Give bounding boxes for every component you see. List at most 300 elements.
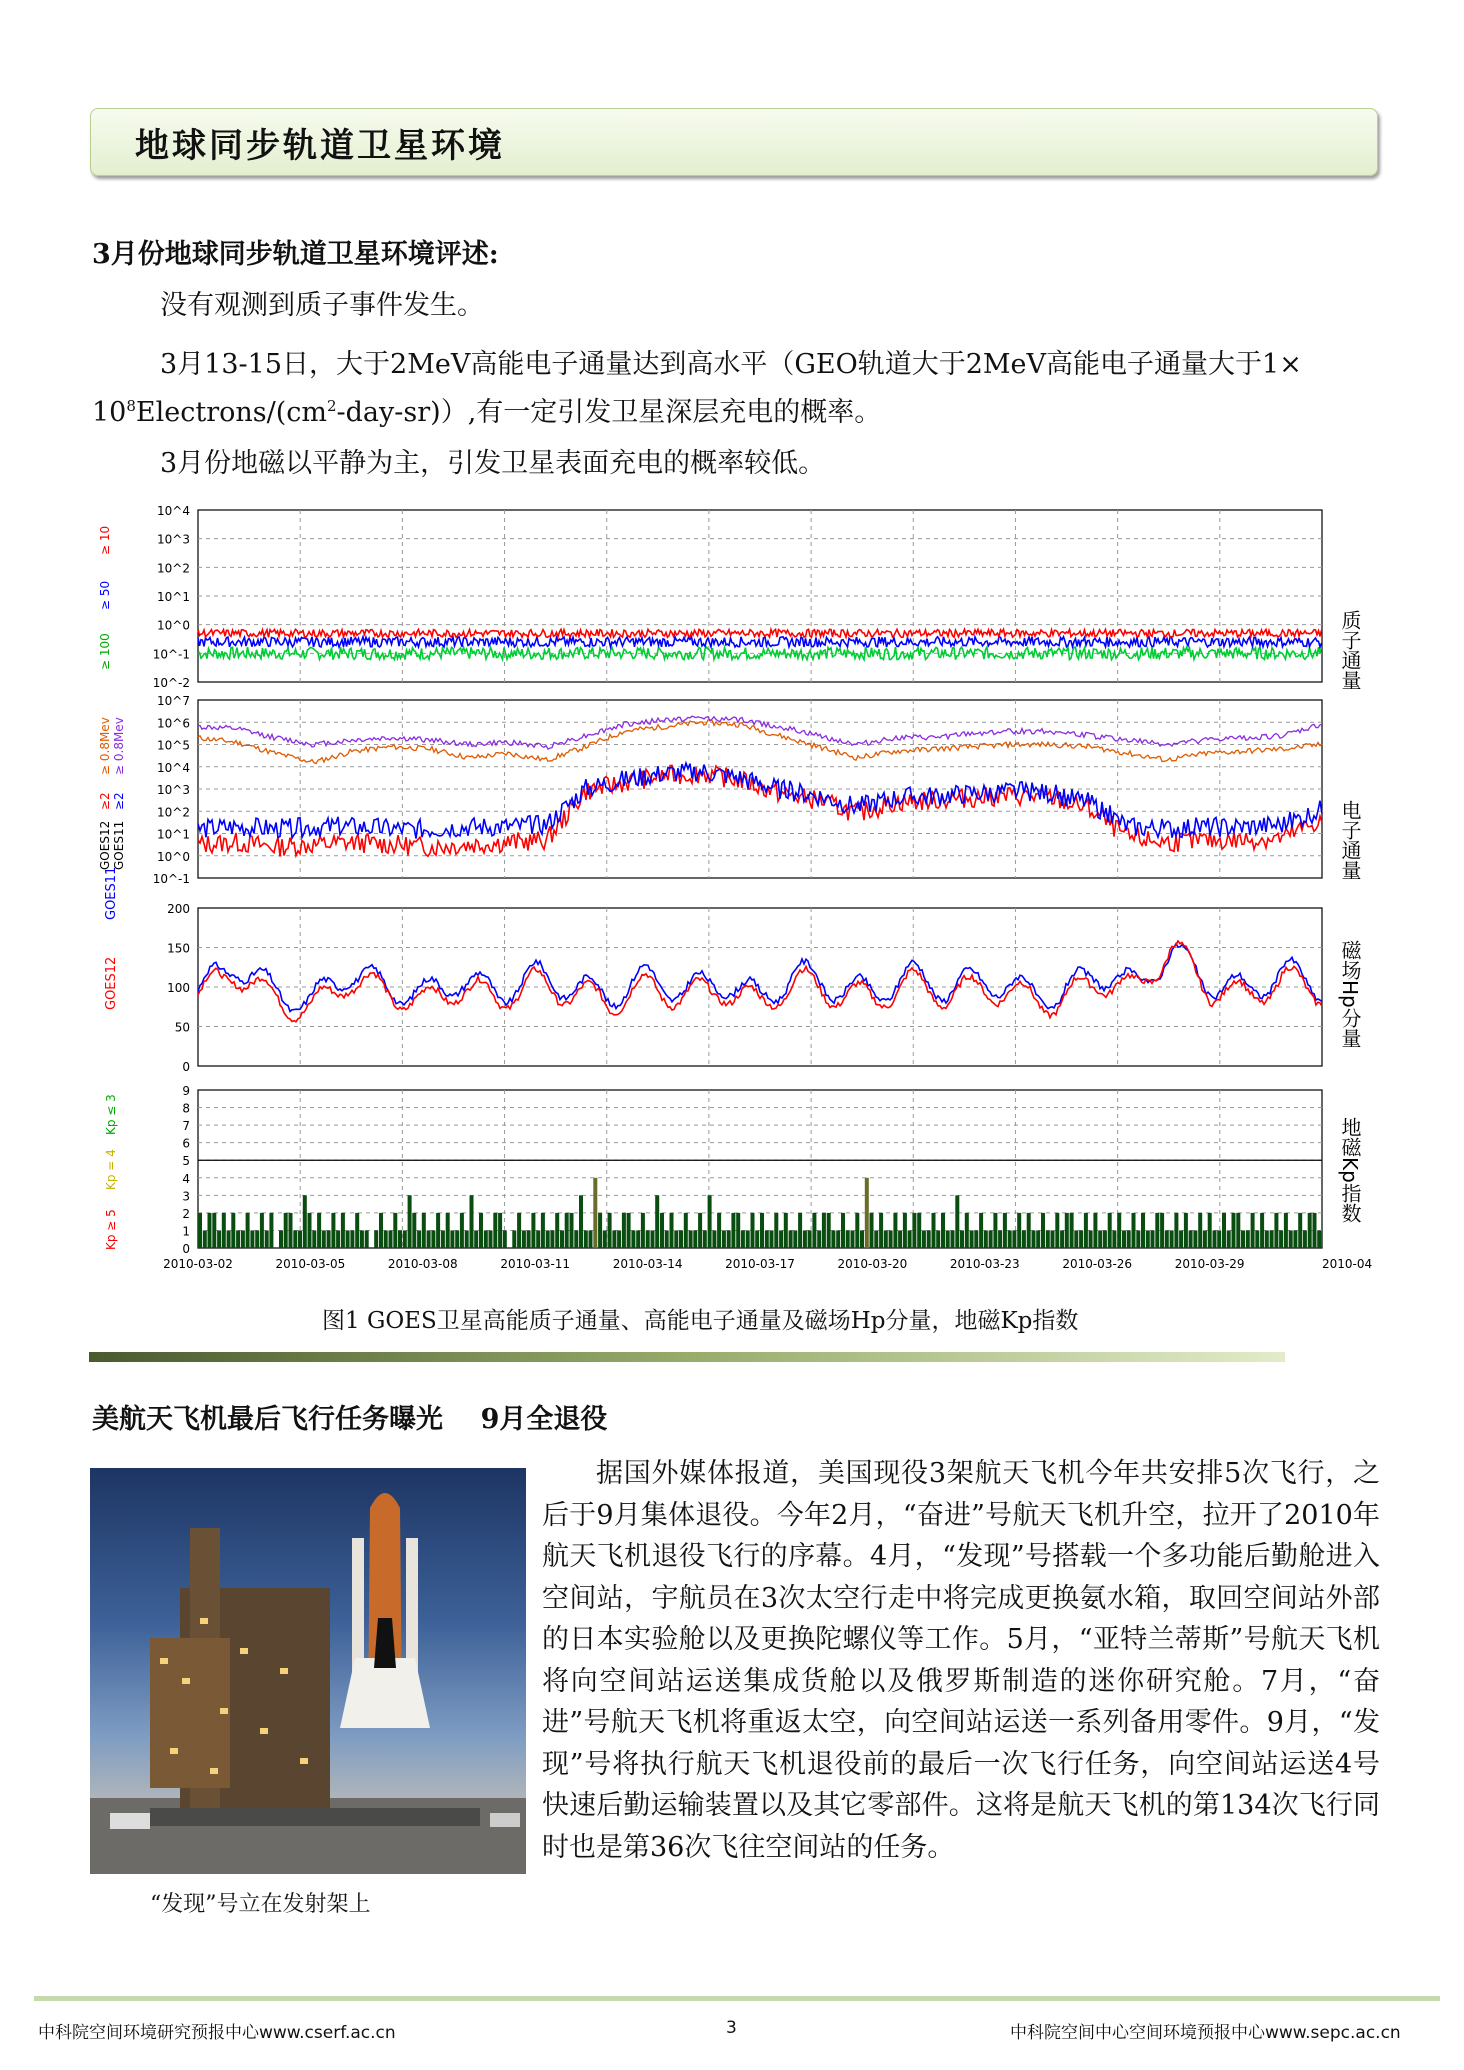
kp-bar	[603, 1230, 607, 1248]
hp-ytick-label: 150	[167, 941, 190, 956]
kp-bar	[293, 1230, 297, 1248]
kp-bar	[641, 1213, 645, 1248]
kp-bar	[774, 1213, 778, 1248]
kp-bar	[1122, 1230, 1126, 1248]
kp-bar	[331, 1213, 335, 1248]
kp-bar	[598, 1213, 602, 1248]
footer-right: 中科院空间中心空间环境预报中心www.sepc.ac.cn	[1010, 2023, 1401, 2043]
kp-bar	[946, 1230, 950, 1248]
kp-bar	[965, 1213, 969, 1248]
electron-ytick-label: 10^6	[157, 716, 190, 731]
kp-bar	[993, 1213, 997, 1248]
kp-bar	[803, 1230, 807, 1248]
kp-bar	[355, 1213, 359, 1248]
kp-bar	[1012, 1230, 1016, 1248]
kp-bar	[1022, 1230, 1026, 1248]
kp-bar	[1303, 1230, 1307, 1248]
hp-ytick-label: 50	[174, 1020, 190, 1035]
kp-bar	[1112, 1230, 1116, 1248]
kp-bar	[898, 1230, 902, 1248]
kp-bar	[503, 1230, 507, 1248]
kp-bar	[765, 1230, 769, 1248]
kp-bar	[536, 1230, 540, 1248]
shuttle-photo	[90, 1468, 526, 1874]
kp-bar	[489, 1230, 493, 1248]
kp-bar	[998, 1230, 1002, 1248]
kp-bar	[389, 1230, 393, 1248]
kp-ytick-label: 7	[182, 1119, 190, 1134]
kp-bar	[1179, 1230, 1183, 1248]
electron-ytick-label: 10^1	[157, 827, 190, 842]
kp-bar	[627, 1213, 631, 1248]
kp-bar	[436, 1213, 440, 1248]
section-divider	[89, 1352, 1285, 1362]
kp-bar	[865, 1178, 869, 1248]
x-tick-label: 2010-03-08	[387, 1257, 458, 1271]
section2-heading: 美航天飞机最后飞行任务曝光 9月全退役	[92, 1404, 608, 1435]
kp-bar	[751, 1213, 755, 1248]
kp-bar	[298, 1230, 302, 1248]
shuttle-launchpad-illustration	[90, 1468, 526, 1874]
kp-bar	[1155, 1213, 1159, 1248]
kp-ytick-label: 6	[182, 1136, 190, 1151]
kp-bar	[679, 1230, 683, 1248]
kp-legend-5: Kp ≥ 5	[104, 1209, 118, 1250]
kp-bar	[870, 1213, 874, 1248]
kp-bar	[1193, 1230, 1197, 1248]
footer-left: 中科院空间环境研究预报中心www.cserf.ac.cn	[38, 2023, 396, 2043]
kp-ytick-label: 5	[182, 1154, 190, 1169]
kp-bar	[203, 1230, 207, 1248]
kp-bar	[217, 1230, 221, 1248]
article-body: 据国外媒体报道，美国现役3架航天飞机今年共安排5次飞行，之后于9月集体退役。今年2月，“奋进”号航天飞机升空，拉开了2010年航天飞机退役飞行的序幕。4月，“发现”号搭载一个多功能后勤舱进入空间站，宇航员在3次太空行走中将完成更换氨水箱，取回空间站外部的日本实验舱以及更换陀螺仪等工作。5月，“亚特兰蒂斯”号航天飞机将向空间站运送集成货舱以及俄罗斯制造的迷你研究舱。7月，“奋进”号航天飞机将重返太空，向空间站运送一系列备用零件。9月，“发现”号将执行航天飞机退役前的最后一次飞行任务，向空间站运送4号快速后勤运输装置以及其它零部件。这将是航天飞机的第134次飞行同时也是第36次飞往空间站的任务。	[542, 1458, 1380, 1863]
kp-bar	[1198, 1213, 1202, 1248]
kp-bar	[250, 1230, 254, 1248]
kp-bar	[708, 1195, 712, 1248]
kp-bar	[417, 1230, 421, 1248]
kp-bar	[717, 1213, 721, 1248]
kp-bar	[317, 1213, 321, 1248]
x-tick-label: 2010-03-02	[163, 1257, 233, 1271]
kp-ytick-label: 2	[182, 1206, 190, 1221]
kp-bar	[222, 1213, 226, 1248]
x-tick-label: 2010-03-23	[949, 1257, 1020, 1271]
kp-bar	[555, 1213, 559, 1248]
kp-bar	[541, 1213, 545, 1248]
kp-bar	[546, 1230, 550, 1248]
kp-bar	[322, 1230, 326, 1248]
electron-sat-goes12: GOES12	[98, 820, 112, 870]
electron-ytick-label: 10^5	[157, 738, 190, 753]
kp-bar	[460, 1213, 464, 1248]
hp-legend-goes12: GOES12	[104, 956, 119, 1010]
electron-ytick-label: 10^7	[157, 694, 190, 708]
kp-ytick-label: 4	[182, 1171, 190, 1186]
kp-bar	[936, 1230, 940, 1248]
kp-bar	[312, 1230, 316, 1248]
kp-bar	[1236, 1213, 1240, 1248]
kp-ytick-label: 8	[182, 1101, 190, 1116]
kp-bar	[960, 1230, 964, 1248]
kp-bar	[722, 1230, 726, 1248]
kp-bar	[879, 1213, 883, 1248]
kp-bar	[746, 1230, 750, 1248]
proton-ytick-label: 10^3	[157, 532, 190, 547]
kp-bar	[265, 1230, 269, 1248]
kp-bar	[817, 1230, 821, 1248]
kp-bar	[403, 1230, 407, 1248]
paragraph-3: 3月份地磁以平静为主，引发卫星表面充电的概率较低。	[160, 448, 826, 479]
kp-bar	[1003, 1213, 1007, 1248]
photo-caption: “发现”号立在发射架上	[150, 1892, 371, 1917]
kp-bar	[517, 1213, 521, 1248]
kp-bar	[1289, 1230, 1293, 1248]
kp-bar	[1141, 1213, 1145, 1248]
kp-bar	[932, 1213, 936, 1248]
electron-legend-2mev-b: ≥2	[112, 792, 126, 810]
kp-panel-label: 地磁Kp指数	[1338, 1117, 1362, 1223]
kp-bar	[289, 1213, 293, 1248]
kp-bar	[1084, 1213, 1088, 1248]
kp-bar	[903, 1213, 907, 1248]
kp-bar	[1132, 1213, 1136, 1248]
kp-bar	[1241, 1230, 1245, 1248]
proton-ytick-label: 10^1	[157, 590, 190, 604]
kp-bar	[674, 1230, 678, 1248]
kp-bar	[1189, 1230, 1193, 1248]
kp-bar	[212, 1213, 216, 1248]
kp-bar	[1284, 1213, 1288, 1248]
kp-bar	[646, 1230, 650, 1248]
kp-bar	[736, 1213, 740, 1248]
kp-bar	[1060, 1230, 1064, 1248]
kp-bar	[793, 1230, 797, 1248]
kp-ytick-label: 0	[182, 1242, 190, 1256]
electron-ytick-label: 10^-1	[152, 872, 190, 886]
kp-bar	[350, 1230, 354, 1248]
kp-ytick-label: 1	[182, 1224, 190, 1239]
kp-ytick-label: 9	[182, 1084, 190, 1098]
x-tick-label: 2010-03-14	[612, 1257, 683, 1271]
figure-caption: 图1 GOES卫星高能质子通量、高能电子通量及磁场Hp分量，地磁Kp指数	[322, 1308, 1079, 1334]
kp-bar	[908, 1230, 912, 1248]
proton-ytick-label: 10^-1	[152, 647, 190, 662]
kp-bar	[731, 1213, 735, 1248]
kp-bar	[479, 1213, 483, 1248]
kp-ytick-label: 3	[182, 1189, 190, 1204]
proton-ytick-label: 10^2	[157, 561, 190, 576]
kp-bar	[446, 1213, 450, 1248]
kp-bar	[1117, 1213, 1121, 1248]
kp-bar	[1108, 1213, 1112, 1248]
kp-bar	[874, 1230, 878, 1248]
kp-bar	[1146, 1230, 1150, 1248]
kp-bar	[374, 1230, 378, 1248]
kp-bar	[1246, 1230, 1250, 1248]
kp-bar	[269, 1213, 273, 1248]
kp-bar	[798, 1213, 802, 1248]
kp-bar	[665, 1230, 669, 1248]
kp-bar	[617, 1230, 621, 1248]
kp-bar	[846, 1230, 850, 1248]
electron-sat-goes11: GOES11	[112, 820, 126, 870]
kp-bar	[1008, 1230, 1012, 1248]
kp-bar	[1041, 1213, 1045, 1248]
kp-bar	[393, 1213, 397, 1248]
kp-bar	[1103, 1230, 1107, 1248]
page-number: 3	[726, 2018, 737, 2038]
proton-legend-10: ≥ 10	[98, 525, 112, 555]
proton-ytick-label: 10^0	[157, 618, 190, 633]
kp-bar	[1208, 1213, 1212, 1248]
kp-legend-4: Kp = 4	[104, 1149, 118, 1190]
kp-bar	[384, 1230, 388, 1248]
kp-bar	[589, 1230, 593, 1248]
kp-bar	[1313, 1213, 1317, 1248]
kp-bar	[1136, 1230, 1140, 1248]
paragraph-2-line1: 3月13-15日，大于2MeV高能电子通量达到高水平（GEO轨道大于2MeV高能电子通量大于1×	[160, 349, 1302, 380]
kp-bar	[531, 1213, 535, 1248]
kp-bar	[631, 1230, 635, 1248]
kp-bar	[336, 1230, 340, 1248]
kp-bar	[550, 1230, 554, 1248]
kp-bar	[855, 1213, 859, 1248]
kp-bar	[608, 1213, 612, 1248]
kp-bar	[1255, 1230, 1259, 1248]
kp-bar	[365, 1230, 369, 1248]
hp-ytick-label: 100	[167, 981, 190, 995]
kp-bar	[198, 1213, 202, 1248]
kp-bar	[1046, 1230, 1050, 1248]
kp-bar	[1093, 1213, 1097, 1248]
kp-bar	[379, 1213, 383, 1248]
kp-bar	[622, 1213, 626, 1248]
footer-rule	[34, 1996, 1440, 2001]
kp-bar	[565, 1213, 569, 1248]
kp-bar	[455, 1230, 459, 1248]
kp-bar	[1032, 1230, 1036, 1248]
banner-title: 地球同步轨道卫星环境	[135, 126, 505, 166]
kp-bar	[398, 1230, 402, 1248]
x-tick-label: 2010-03-29	[1174, 1257, 1245, 1271]
kp-bar	[522, 1230, 526, 1248]
kp-bar	[612, 1230, 616, 1248]
kp-bar	[1165, 1230, 1169, 1248]
kp-bar	[670, 1213, 674, 1248]
kp-bar	[246, 1213, 250, 1248]
kp-bar	[465, 1230, 469, 1248]
kp-bar	[917, 1213, 921, 1248]
kp-bar	[412, 1213, 416, 1248]
section1-heading: 3月份地球同步轨道卫星环境评述:	[92, 239, 499, 270]
kp-bar	[841, 1213, 845, 1248]
kp-bar	[770, 1230, 774, 1248]
kp-bar	[1055, 1213, 1059, 1248]
hp-legend-goes11: GOES11	[104, 866, 119, 920]
kp-bar	[1274, 1213, 1278, 1248]
electron-legend-08mev-a: ≥ 0.8Mev	[98, 717, 112, 775]
kp-bar	[1151, 1230, 1155, 1248]
kp-bar	[484, 1230, 488, 1248]
kp-bar	[1184, 1213, 1188, 1248]
kp-bar	[779, 1230, 783, 1248]
proton-ytick-label: 10^-2	[152, 676, 190, 690]
kp-bar	[1251, 1213, 1255, 1248]
goes-figure	[95, 500, 1373, 1271]
kp-bar	[836, 1230, 840, 1248]
x-tick-label: 2010-03-17	[725, 1257, 795, 1271]
hp-ytick-label: 0	[182, 1060, 190, 1074]
hp-ytick-label: 200	[167, 902, 190, 916]
kp-bar	[912, 1213, 916, 1248]
electron-ytick-label: 10^0	[157, 849, 190, 864]
kp-bar	[970, 1230, 974, 1248]
kp-bar	[1070, 1213, 1074, 1248]
kp-bar	[884, 1230, 888, 1248]
kp-bar	[1074, 1230, 1078, 1248]
kp-bar	[360, 1230, 364, 1248]
kp-bar	[827, 1213, 831, 1248]
kp-bar	[279, 1230, 283, 1248]
kp-bar	[860, 1230, 864, 1248]
kp-bar	[208, 1213, 212, 1248]
kp-bar	[560, 1230, 564, 1248]
kp-bar	[1232, 1213, 1236, 1248]
kp-bar	[255, 1230, 259, 1248]
electron-ytick-label: 10^2	[157, 805, 190, 820]
kp-bar	[1089, 1230, 1093, 1248]
kp-bar	[227, 1230, 231, 1248]
kp-bar	[1160, 1213, 1164, 1248]
kp-bar	[1174, 1213, 1178, 1248]
kp-bar	[984, 1230, 988, 1248]
electron-ytick-label: 10^4	[157, 760, 190, 775]
kp-bar	[1213, 1230, 1217, 1248]
kp-bar	[989, 1230, 993, 1248]
paragraph-2-line2: $10^8Electrons/(cm^2-day-sr)$）,有一定引发卫星深层充电的概率。	[92, 397, 882, 428]
kp-bar	[684, 1213, 688, 1248]
kp-bar	[474, 1230, 478, 1248]
x-tick-label: 2010-03-26	[1062, 1257, 1133, 1271]
kp-bar	[955, 1195, 959, 1248]
kp-bar	[1308, 1213, 1312, 1248]
kp-bar	[593, 1178, 597, 1248]
kp-bar	[974, 1230, 978, 1248]
kp-bar	[441, 1230, 445, 1248]
kp-bar	[1203, 1230, 1207, 1248]
proton-ytick-label: 10^4	[157, 504, 190, 518]
kp-bar	[922, 1230, 926, 1248]
kp-bar	[1265, 1230, 1269, 1248]
kp-bar	[346, 1230, 350, 1248]
kp-bar	[1317, 1230, 1321, 1248]
kp-bar	[1098, 1230, 1102, 1248]
kp-bar	[784, 1213, 788, 1248]
electron-legend-2mev-a: ≥2	[98, 792, 112, 810]
kp-bar	[1065, 1213, 1069, 1248]
x-tick-label: 2010-03-11	[500, 1257, 571, 1271]
kp-bar	[303, 1195, 307, 1248]
kp-bar	[698, 1213, 702, 1248]
kp-bar	[808, 1230, 812, 1248]
kp-bar	[584, 1230, 588, 1248]
kp-bar	[755, 1230, 759, 1248]
kp-bar	[831, 1230, 835, 1248]
kp-bar	[789, 1230, 793, 1248]
kp-bar	[470, 1195, 474, 1248]
kp-bar	[889, 1230, 893, 1248]
kp-bar	[1170, 1230, 1174, 1248]
paragraph-1: 没有观测到质子事件发生。	[160, 290, 484, 321]
x-tick-label: 2010-03-05	[275, 1257, 346, 1271]
kp-bar	[1027, 1213, 1031, 1248]
electron-legend-08mev-b: ≥ 0.8Mev	[112, 717, 126, 775]
kp-bar	[341, 1213, 345, 1248]
kp-bar	[1279, 1230, 1283, 1248]
kp-bar	[236, 1230, 240, 1248]
kp-bar	[1298, 1213, 1302, 1248]
kp-bar	[512, 1230, 516, 1248]
kp-bar	[689, 1230, 693, 1248]
x-tick-label: 2010-03-20	[837, 1257, 908, 1271]
kp-bar	[422, 1213, 426, 1248]
proton-legend-50: ≥ 50	[98, 580, 112, 610]
kp-bar	[1227, 1230, 1231, 1248]
kp-legend-3: Kp ≤ 3	[104, 1094, 118, 1135]
kp-bar	[1260, 1213, 1264, 1248]
kp-bar	[241, 1230, 245, 1248]
kp-bar	[1079, 1230, 1083, 1248]
kp-bar	[427, 1230, 431, 1248]
section-banner	[90, 108, 1378, 176]
kp-bar	[703, 1230, 707, 1248]
kp-bar	[1217, 1230, 1221, 1248]
kp-bar	[651, 1230, 655, 1248]
x-tick-label: 2010-04	[1322, 1257, 1373, 1271]
kp-bar	[893, 1213, 897, 1248]
kp-bar	[574, 1230, 578, 1248]
kp-bar	[941, 1213, 945, 1248]
kp-bar	[493, 1213, 497, 1248]
kp-bar	[527, 1230, 531, 1248]
kp-bar	[1270, 1230, 1274, 1248]
electron-panel-label: 电子通量	[1338, 800, 1362, 880]
kp-bar	[741, 1230, 745, 1248]
kp-bar	[712, 1230, 716, 1248]
kp-bar	[927, 1230, 931, 1248]
kp-bar	[951, 1230, 955, 1248]
kp-bar	[231, 1213, 235, 1248]
kp-bar	[979, 1213, 983, 1248]
kp-bar	[1017, 1213, 1021, 1248]
kp-bar	[636, 1230, 640, 1248]
kp-bar	[327, 1230, 331, 1248]
kp-bar	[498, 1213, 502, 1248]
kp-bar	[760, 1213, 764, 1248]
kp-bar	[812, 1213, 816, 1248]
kp-bar	[693, 1230, 697, 1248]
kp-bar	[822, 1213, 826, 1248]
kp-bar	[579, 1195, 583, 1248]
electron-ytick-label: 10^3	[157, 783, 190, 797]
kp-bar	[284, 1213, 288, 1248]
kp-bar	[1036, 1230, 1040, 1248]
kp-bar	[660, 1213, 664, 1248]
hp-panel-label: 磁场Hp分量	[1338, 940, 1362, 1048]
kp-bar	[450, 1230, 454, 1248]
kp-bar	[431, 1230, 435, 1248]
kp-bar	[408, 1195, 412, 1248]
